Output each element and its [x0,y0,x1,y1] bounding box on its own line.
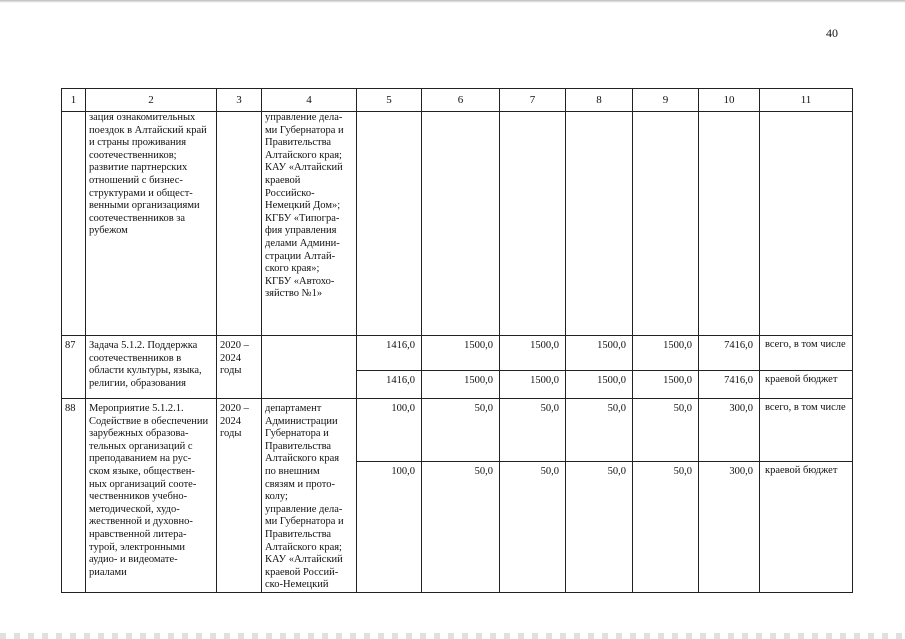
text-line: турой, электронными [89,541,186,553]
funding-source-cell: всего, в том числе [760,399,853,462]
value-cell [699,112,760,336]
text-line: отношений с бизнес- [89,174,183,186]
text-line: по внешним [265,465,320,477]
text-line: ского края»; [265,263,320,275]
value-cell: 50,0 [422,399,500,462]
text-line: фия управления [265,225,337,237]
text-line: развитие партнерских [89,162,188,174]
text-line: поездок в Алтайский край [89,124,207,136]
text-line: методической, худо- [89,503,180,515]
period-cell [217,112,262,336]
measure-name-cell [86,399,217,593]
text-line: Администрации [265,415,338,427]
text-line: зация ознакомительных [89,112,196,123]
value-cell: 1416,0 [357,371,422,399]
text-line: области культуры, языка, [89,365,202,377]
funding-source-cell: всего, в том числе [760,336,853,371]
header-cell: 2 [86,89,217,112]
value-cell: 1500,0 [566,336,633,371]
row-number-cell: 88 [62,399,86,593]
value-cell: 50,0 [500,399,566,462]
value-cell: 7416,0 [699,336,760,371]
text-line: зяйство №1» [265,288,323,300]
value-cell: 50,0 [566,461,633,592]
period-cell: 2020 – 2024 годы [217,336,262,399]
text-line: ми Губернатора и [265,124,344,136]
header-cell: 9 [633,89,699,112]
text-line: жественной и духовно- [89,516,193,528]
executor-cell [262,399,357,593]
task-name-cell [86,336,217,399]
measure-name-cell [86,112,217,336]
table-header-row [62,89,853,112]
funding-source-cell [760,112,853,336]
text-line: Губернатора и [265,428,329,440]
text-line: КГБУ «Типогра- [265,212,340,224]
header-cell: 11 [760,89,853,112]
table-row-87 [62,336,853,371]
header-cell: 7 [500,89,566,112]
text-line: Алтайского края; [265,541,342,553]
funding-source-cell: краевой бюджет [760,461,853,592]
text-line: колу; [265,491,288,503]
value-cell: 1500,0 [422,371,500,399]
text-line: Немецкий Дом»; [265,200,341,212]
value-cell: 1500,0 [566,371,633,399]
text-line: чественников учебно- [89,491,188,503]
text-line: департамент [265,403,322,414]
value-cell [500,112,566,336]
header-cell: 8 [566,89,633,112]
text-line: соотечественников; [89,149,177,161]
header-cell: 1 [62,89,86,112]
value-cell: 100,0 [357,461,422,592]
header-cell: 3 [217,89,262,112]
text-line: ском языке, обществен- [89,465,195,477]
text-line: ных организаций соотe- [89,478,197,490]
row-number-cell: 87 [62,336,86,399]
text-line: преподаванием на рус- [89,453,192,465]
value-cell: 1416,0 [357,336,422,371]
executor-cell [262,112,357,336]
value-cell: 1500,0 [633,371,699,399]
text-line: краевой Россий- [265,566,339,578]
text-line: аудио- и видеомате- [89,554,178,566]
text-line: Правительства [265,528,332,540]
text-line: ско-Немецкий [265,579,329,591]
text-line: и страны проживания [89,137,187,149]
value-cell: 50,0 [422,461,500,592]
text-line: страции Алтай- [265,250,336,262]
text-line: риалами [89,566,127,578]
scan-top-edge [0,0,905,3]
text-line: тельных организаций с [89,440,193,452]
table-row-88 [62,399,853,462]
program-table [61,88,853,593]
header-cell: 4 [262,89,357,112]
page-number: 40 [826,26,838,40]
value-cell [566,112,633,336]
value-cell: 1500,0 [500,336,566,371]
header-cell: 5 [357,89,422,112]
text-line: управление дела- [265,112,343,123]
text-line: соотечественников за [89,212,186,224]
value-cell [357,112,422,336]
text-line: делами Админи- [265,237,340,249]
text-line: управление дела- [265,503,343,515]
value-cell: 300,0 [699,461,760,592]
text-line: Российско- [265,187,315,199]
text-line: Мероприятие 5.1.2.1. [89,403,184,414]
executor-cell [262,336,357,399]
scan-bottom-edge [0,633,905,639]
period-cell: 2020 – 2024 годы [217,399,262,593]
value-cell: 50,0 [566,399,633,462]
text-line: Алтайского края; [265,149,342,161]
value-cell [633,112,699,336]
value-cell: 100,0 [357,399,422,462]
text-line: КГБУ «Автохо- [265,275,335,287]
funding-source-cell: краевой бюджет [760,371,853,399]
text-line: ми Губернатора и [265,516,344,528]
text-line: Правительства [265,137,332,149]
text-line: структурами и общест- [89,187,193,199]
text-line: зарубежных образова- [89,428,189,440]
header-cell: 6 [422,89,500,112]
value-cell [422,112,500,336]
value-cell: 1500,0 [633,336,699,371]
text-line: соотечественников в [89,352,182,364]
text-line: рубежом [89,225,128,237]
table-row-continuation [62,112,853,336]
value-cell: 50,0 [633,461,699,592]
text-line: Алтайского края [265,453,340,465]
row-number-cell [62,112,86,336]
text-line: связям и прото- [265,478,335,490]
value-cell: 7416,0 [699,371,760,399]
text-line: краевой [265,174,301,186]
text-line: КАУ «Алтайский [265,162,343,174]
text-line: КАУ «Алтайский [265,554,343,566]
value-cell: 300,0 [699,399,760,462]
text-line: венными организациями [89,200,200,212]
value-cell: 1500,0 [422,336,500,371]
text-line: нравственной литера- [89,528,187,540]
header-cell: 10 [699,89,760,112]
text-line: религии, образования [89,377,186,389]
value-cell: 50,0 [500,461,566,592]
value-cell: 1500,0 [500,371,566,399]
text-line: Правительства [265,440,332,452]
value-cell: 50,0 [633,399,699,462]
text-line: Задача 5.1.2. Поддержка [89,340,198,351]
text-line: Содействие в обеспечении [89,415,209,427]
